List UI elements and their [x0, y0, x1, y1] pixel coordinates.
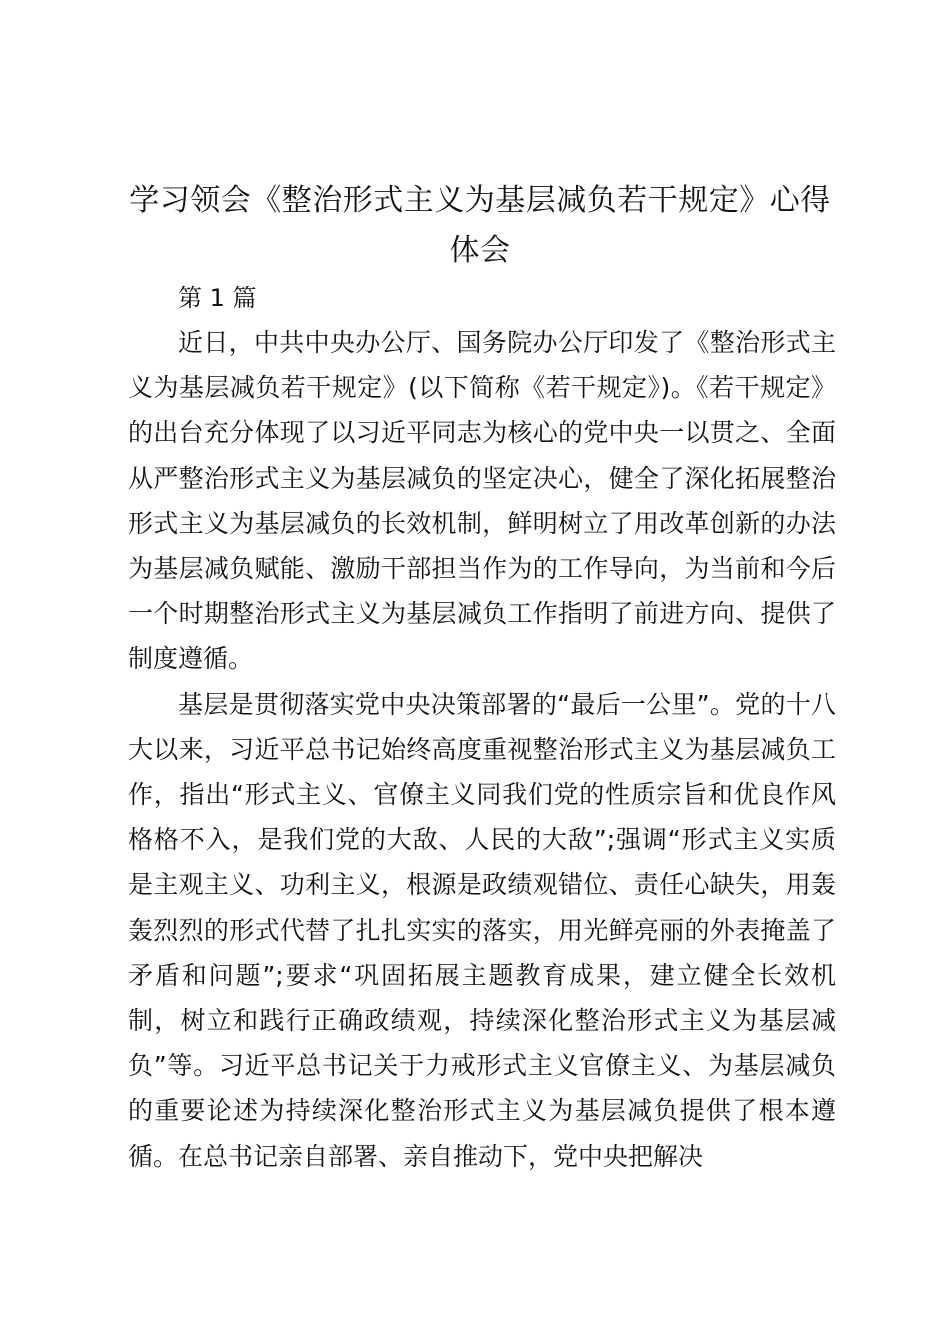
document-title: 学习领会《整治形式主义为基层减负若干规定》心得体会 [129, 183, 831, 268]
document-body [128, 320, 836, 1179]
body-paragraph: 基层是贯彻落实党中央决策部署的“最后一公里”。党的十八大以来，习近平总书记始终高度重视整治形式主义为基层减负工作，指出“形式主义、官僚主义同我们党的性质宗旨和优良作风格格不入，是我们党的大敌、人民的大敌”;强调“形式主义实质是主观主义、功利主义，根源是政绩观错位、责任心缺失，用轰轰烈烈的形式代替了扎扎实实的落实，用光鲜亮丽的外表掩盖了矛盾和问题”;要求“巩固拓展主题教育成果，建立健全长效机制，树立和践行正确政绩观，持续深化整治形式主义为基层减负”等。习近平总书记关于力戒形式主义官僚主义、为基层减负的重要论述为持续深化整治形式主义为基层减负提供了根本遵循。在总书记亲自部署、亲自推动下，党中央把解决 [128, 689, 836, 1171]
section-label: 第 1 篇 [178, 284, 257, 312]
body-paragraph: 近日，中共中央办公厅、国务院办公厅印发了《整治形式主义为基层减负若干规定》(以下简称《若干规定》)。《若干规定》的出台充分体现了以习近平同志为核心的党中央一以贯之、全面从严整治形式主义为基层减负的坚定决心，健全了深化拓展整治形式主义为基层减负的长效机制，鲜明树立了用改革创新的办法为基层减负赋能、激励干部担当作为的工作导向，为当前和今后一个时期整治形式主义为基层减负工作指明了前进方向、提供了制度遵循。 [128, 328, 836, 674]
